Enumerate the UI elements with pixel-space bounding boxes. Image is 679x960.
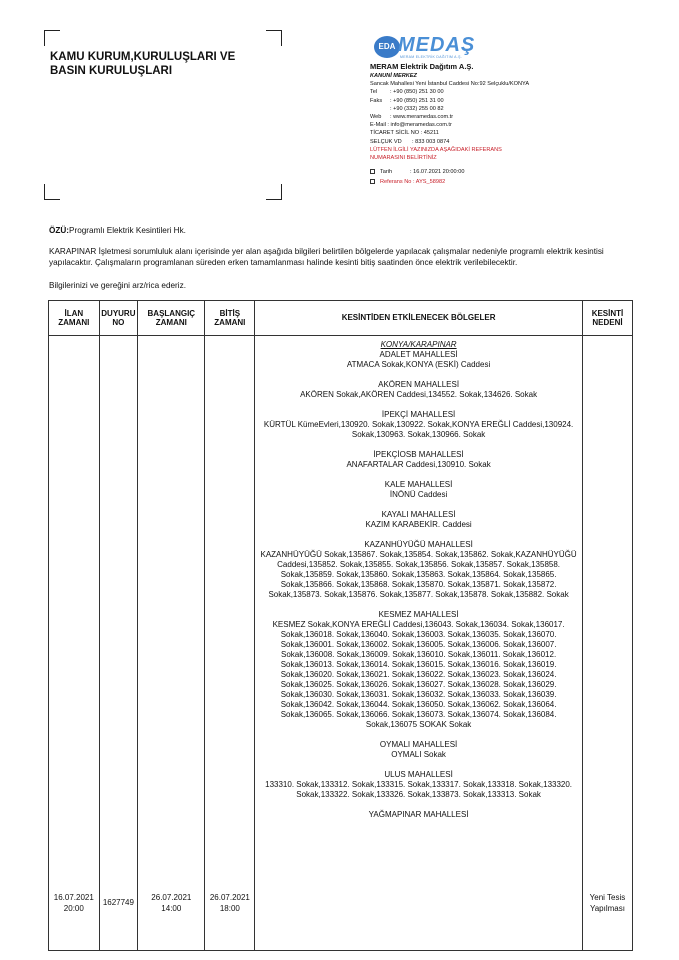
region-list xyxy=(258,350,579,820)
region-item xyxy=(258,450,579,470)
region-streets: 133310. Sokak,133312. Sokak,133315. Sokak,133317. Sokak,133318. Sokak,133320. Sokak,133322. Sokak,133326. Sokak,133873. Sokak,133313. Sokak xyxy=(265,780,573,799)
table-row xyxy=(49,336,633,951)
subject-text: Programlı Elektrik Kesintileri Hk. xyxy=(69,226,186,235)
region-item xyxy=(258,740,579,760)
region-item xyxy=(258,770,579,800)
region-item xyxy=(258,410,579,440)
region-streets: KÜRTÜL KümeEvleri,130920. Sokak,130922. Sokak,KONYA EREĞLİ Caddesi,130924. Sokak,130963. Sokak,130966. Sokak xyxy=(263,420,574,439)
announce-date: 16.07.2021 xyxy=(53,893,94,902)
region-streets: İNÖNÜ Caddesi xyxy=(389,490,448,499)
region-streets: ANAFARTALAR Caddesi,130910. Sokak xyxy=(346,460,491,469)
notice-number: 1627749 xyxy=(102,898,134,907)
subject-label: ÖZÜ: xyxy=(49,226,70,235)
corner-mark xyxy=(44,184,60,200)
region-title: İPEKÇİOSB MAHALLESİ xyxy=(373,450,464,459)
logo-subtext: MERAM ELEKTRİK DAĞITIM A.Ş. xyxy=(400,55,462,59)
region-streets: OYMALI Sokak xyxy=(391,750,446,759)
reason-line-2: Yapılması xyxy=(589,904,625,913)
tel-label: Tel xyxy=(370,89,378,96)
recipient-title: KAMU KURUM,KURULUŞLARI VE BASIN KURULUŞLARI xyxy=(50,51,236,77)
region-streets: KAZANHÜYÜĞÜ Sokak,135867. Sokak,135854. Sokak,135862. Sokak,KAZANHÜYÜĞÜ Caddesi,135852. Sokak,135855. Sokak,135856. Sokak,135857. Sokak,135858. Sokak,135859. Sokak,135860. Sokak,135863. Sokak,135864. Sokak,135865. Sokak,135866. Sokak,135868. Sokak,135870. Sokak,135871. Sokak,135872. Sokak,135873. Sokak,135876. Sokak,135877. Sokak,135878. Sokak,135882. Sokak xyxy=(260,550,577,599)
region-item xyxy=(258,810,579,820)
region-item xyxy=(258,380,579,400)
cell-reason xyxy=(582,336,632,951)
tel-value: : +90 (850) 251 30 00 xyxy=(390,89,444,96)
fax-label: Faks xyxy=(370,97,383,104)
corner-mark xyxy=(266,184,282,200)
web-label: Web xyxy=(370,114,382,121)
reference-note-1: LÜTFEN İLGİLİ YAZINIZDA AŞAĞIDAKİ REFERANS xyxy=(370,146,502,153)
header-start-time: BAŞLANGIÇ ZAMANI xyxy=(138,301,205,336)
tel-row xyxy=(370,88,600,96)
logo-wordmark: MEDAŞ xyxy=(398,34,476,56)
region-streets: KESMEZ Sokak,KONYA EREĞLİ Caddesi,136043. Sokak,136034. Sokak,136017. Sokak,136018. Sokak,136040. Sokak,136003. Sokak,136035. Sokak,136070. Sokak,136001. Sokak,136002. Sokak,136005. Sokak,136006. Sokak,136007. Sokak,136008. Sokak,136009. Sokak,136010. Sokak,136011. Sokak,136012. Sokak,136013. Sokak,136014. Sokak,136015. Sokak,136016. Sokak,136019. Sokak,136020. Sokak,136021. Sokak,136022. Sokak,136023. Sokak,136024. Sokak,136025. Sokak,136026. Sokak,136027. Sokak,136028. Sokak,136029. Sokak,136030. Sokak,136031. Sokak,136032. Sokak,136033. Sokak,136039. Sokak,136042. Sokak,136044. Sokak,136050. Sokak,136062. Sokak,136064. Sokak,136065. Sokak,136066. Sokak,136073. Sokak,136074. Sokak,136084. Sokak,136075 SOKAK Sokak xyxy=(272,620,565,729)
company-address: Sancak Mahallesi Yeni İstanbul Caddesi No:92 Selçuklu/KONYA xyxy=(370,81,530,88)
cell-regions xyxy=(255,336,583,951)
body-paragraph: KARAPINAR İşletmesi sorumluluk alanı içerisinde yer alan aşağıda bilgileri belirtilen bölgelerde yapılacak çalışmalar nedeniyle programlı elektrik kesintisi yapılacaktır. Çalışmaların programlanan süreden erken tamamlanması halinde kesinti bitiş saatinden önce elektrik verilebilecektir. xyxy=(49,247,604,267)
tax-number: : 833 003 0874 xyxy=(412,138,450,145)
region-title: AKÖREN MAHALLESİ xyxy=(378,380,460,389)
table-header-row xyxy=(49,301,633,336)
region-title: KAYALI MAHALLESİ xyxy=(381,510,456,519)
end-hour: 18:00 xyxy=(219,904,240,913)
region-title: ADALET MAHALLESİ xyxy=(379,350,458,359)
subject-line xyxy=(49,225,639,236)
checkbox-icon xyxy=(370,179,375,184)
region-title: KALE MAHALLESİ xyxy=(384,480,453,489)
fax-row-2 xyxy=(370,105,600,113)
region-streets: AKÖREN Sokak,AKÖREN Caddesi,134552. Sokak,134626. Sokak xyxy=(300,390,538,399)
tax-office-label: SELÇUK VD xyxy=(370,138,402,145)
announce-hour: 20:00 xyxy=(63,904,84,913)
checkbox-icon xyxy=(370,169,375,174)
region-title: KESMEZ MAHALLESİ xyxy=(378,610,459,619)
header-end-time: BİTİŞ ZAMANI xyxy=(205,301,255,336)
header-announce-time: İLAN ZAMANI xyxy=(49,301,100,336)
reference-value: Referans No : AYS_58982 xyxy=(380,179,446,186)
company-info xyxy=(370,62,600,187)
cell-announce-time xyxy=(49,336,100,951)
region-item xyxy=(258,510,579,530)
date-row xyxy=(370,168,600,176)
region-title: KAZANHÜYÜĞÜ MAHALLESİ xyxy=(364,540,473,549)
region-title: YAĞMAPINAR MAHALLESİ xyxy=(368,810,469,819)
date-value: : 16.07.2021 20:00:00 xyxy=(410,169,465,176)
email-row: E-Mail : info@meramedas.com.tr xyxy=(370,122,452,129)
start-hour: 14:00 xyxy=(161,904,182,913)
header-reason: KESİNTİ NEDENİ xyxy=(582,301,632,336)
cell-end-time xyxy=(205,336,255,951)
hq-label: KANUNİ MERKEZ xyxy=(370,73,417,79)
tax-row xyxy=(370,138,600,146)
end-date: 26.07.2021 xyxy=(209,893,250,902)
region-item xyxy=(258,480,579,500)
web-value: : www.meramedas.com.tr xyxy=(390,114,454,121)
cell-start-time xyxy=(138,336,205,951)
medas-logo xyxy=(374,36,504,62)
header-notice-no: DUYURU NO xyxy=(99,301,138,336)
reference-note-2: NUMARASINI BELİRTİNİZ xyxy=(370,155,437,162)
date-label: Tarih xyxy=(380,169,393,176)
region-item xyxy=(258,350,579,370)
corner-mark xyxy=(266,30,282,46)
region-item xyxy=(258,540,579,600)
outage-table xyxy=(48,300,633,951)
web-row xyxy=(370,113,600,121)
company-name: MERAM Elektrik Dağıtım A.Ş. xyxy=(370,62,474,71)
reference-row xyxy=(370,178,600,186)
closing-sentence: Bilgilerinizi ve gereğini arz/rica ederiz. xyxy=(49,281,186,290)
corner-mark xyxy=(44,30,60,46)
district-name: KONYA/KARAPINAR xyxy=(380,340,457,349)
region-item xyxy=(258,610,579,730)
logo-emblem-icon: EDA xyxy=(374,36,400,58)
trade-registry: TİCARET SİCİL NO : 45211 xyxy=(370,130,439,137)
fax-value-2: : +90 (332) 255 00 82 xyxy=(390,105,444,112)
region-title: ULUS MAHALLESİ xyxy=(384,770,453,779)
fax-row xyxy=(370,97,600,105)
start-date: 26.07.2021 xyxy=(151,893,192,902)
reason-line-1: Yeni Tesis xyxy=(589,893,626,902)
header-regions: KESİNTİDEN ETKİLENECEK BÖLGELER xyxy=(255,301,583,336)
cell-notice-no xyxy=(99,336,138,951)
region-title: İPEKÇİ MAHALLESİ xyxy=(381,410,456,419)
region-streets: ATMACA Sokak,KONYA (ESKİ) Caddesi xyxy=(346,360,491,369)
region-streets: KAZIM KARABEKİR. Caddesi xyxy=(365,520,472,529)
fax-value: : +90 (850) 251 31 00 xyxy=(390,97,444,104)
recipient-address-box xyxy=(44,30,282,200)
region-title: OYMALI MAHALLESİ xyxy=(379,740,458,749)
